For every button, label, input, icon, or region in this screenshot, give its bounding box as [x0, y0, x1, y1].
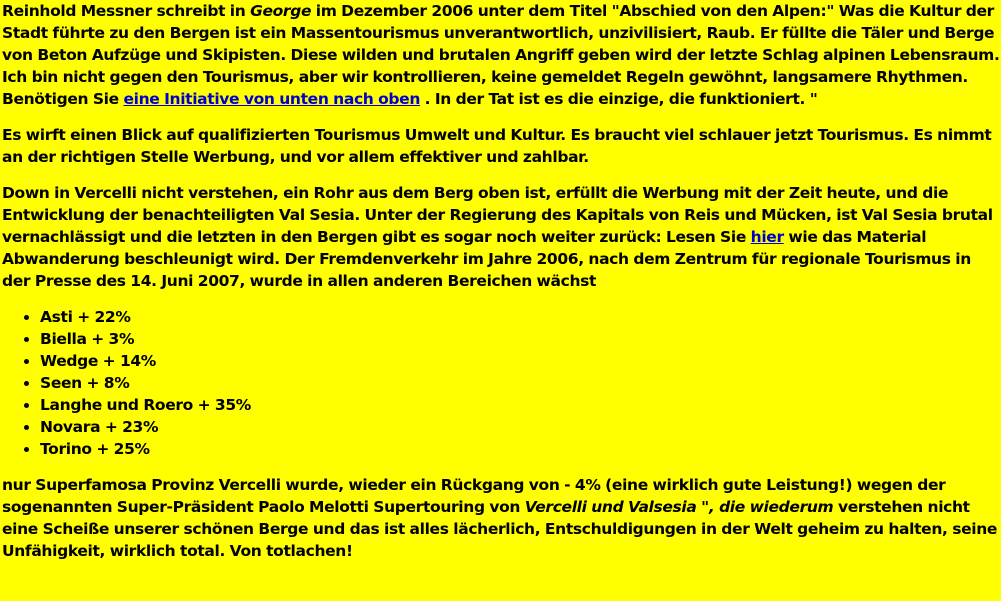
list-item-langhe-roero: • Langhe und Roero + 35% — [40, 394, 1000, 416]
paragraph-messner-quote — [2, 0, 1000, 110]
paragraph-vercelli — [2, 182, 1000, 292]
list-item-novara: • Novara + 23% — [40, 416, 1000, 438]
article-body — [2, 0, 1000, 576]
paragraph-qualified-tourism: Es wirft einen Blick auf qualifizierten Tourismus Umwelt und Kultur. Es braucht viel schlauer jetzt Tourismus. Es nimmt an der richtigen Stelle Werbung, und vor allem effektiver und zahlbar. — [2, 126, 992, 166]
paragraph-text: . In der Tat ist es die einzige, die funktioniert. " — [420, 90, 818, 108]
paragraph-vercelli-decline — [2, 474, 1000, 562]
hier-link[interactable]: hier — [750, 228, 784, 246]
tourism-growth-list — [2, 306, 1000, 460]
paragraph-text: wie das Material Abwanderung beschleunigt wird. Der Fremdenverkehr im Jahre 2006, nach dem Zentrum für regionale Tourismus in der Presse des 14. Juni 2007, wurde in allen anderen Bereichen wächst — [2, 228, 971, 290]
initiative-link[interactable]: eine Initiative von unten nach oben — [123, 90, 421, 108]
magazine-name: George — [250, 2, 312, 20]
italic-text: Vercelli und Valsesia ", die wiederum — [524, 498, 834, 516]
list-item-seen: • Seen + 8% — [40, 372, 1000, 394]
list-item-biella: • Biella + 3% — [40, 328, 1000, 350]
paragraph-text: verstehen nicht eine Scheiße unserer schönen Berge und das ist alles lächerlich, Entschuldigungen in der Welt geheim zu halten, seine Unfähigkeit, wirklich total. Von totlachen! — [2, 498, 998, 560]
paragraph-text: im Dezember 2006 unter dem Titel "Abschied von den Alpen:" Was die Kultur der Stadt führte zu den Bergen ist ein Massentourismus unverantwortlich, unzivilisiert, Raub. Er füllte die Täler und Berge von Beton Aufzüge und Skipisten. Diese wilden und brutalen Angriff geben wird der letzte Schlag alpinen Lebensraum. Ich bin nicht gegen den Tourismus, aber wir kontrollieren, keine gemeldet Regeln gewöhnt, langsamere Rhythmen. Benötigen Sie — [2, 2, 1000, 108]
list-item-wedge: • Wedge + 14% — [40, 350, 1000, 372]
paragraph-text: Down in Vercelli nicht verstehen, ein Rohr aus dem Berg oben ist, erfüllt die Werbung mit der Zeit heute, und die Entwicklung der benachteiligten Val Sesia. Unter der Regierung des Kapitals von Reis und Mücken, ist Val Sesia brutal vernachlässigt und die letzten in den Bergen gibt es sogar noch weiter zurück: Lesen Sie — [2, 184, 993, 246]
list-item-asti: • Asti + 22% — [40, 306, 1000, 328]
paragraph-text: nur Superfamosa Provinz Vercelli wurde, wieder ein Rückgang von - 4% (eine wirklich gute Leistung!) wegen der sogenannten Super-Präsident Paolo Melotti Supertouring von — [2, 476, 946, 516]
paragraph-text: Reinhold Messner schreibt in — [2, 2, 251, 20]
list-item-torino: • Torino + 25% — [40, 438, 1000, 460]
